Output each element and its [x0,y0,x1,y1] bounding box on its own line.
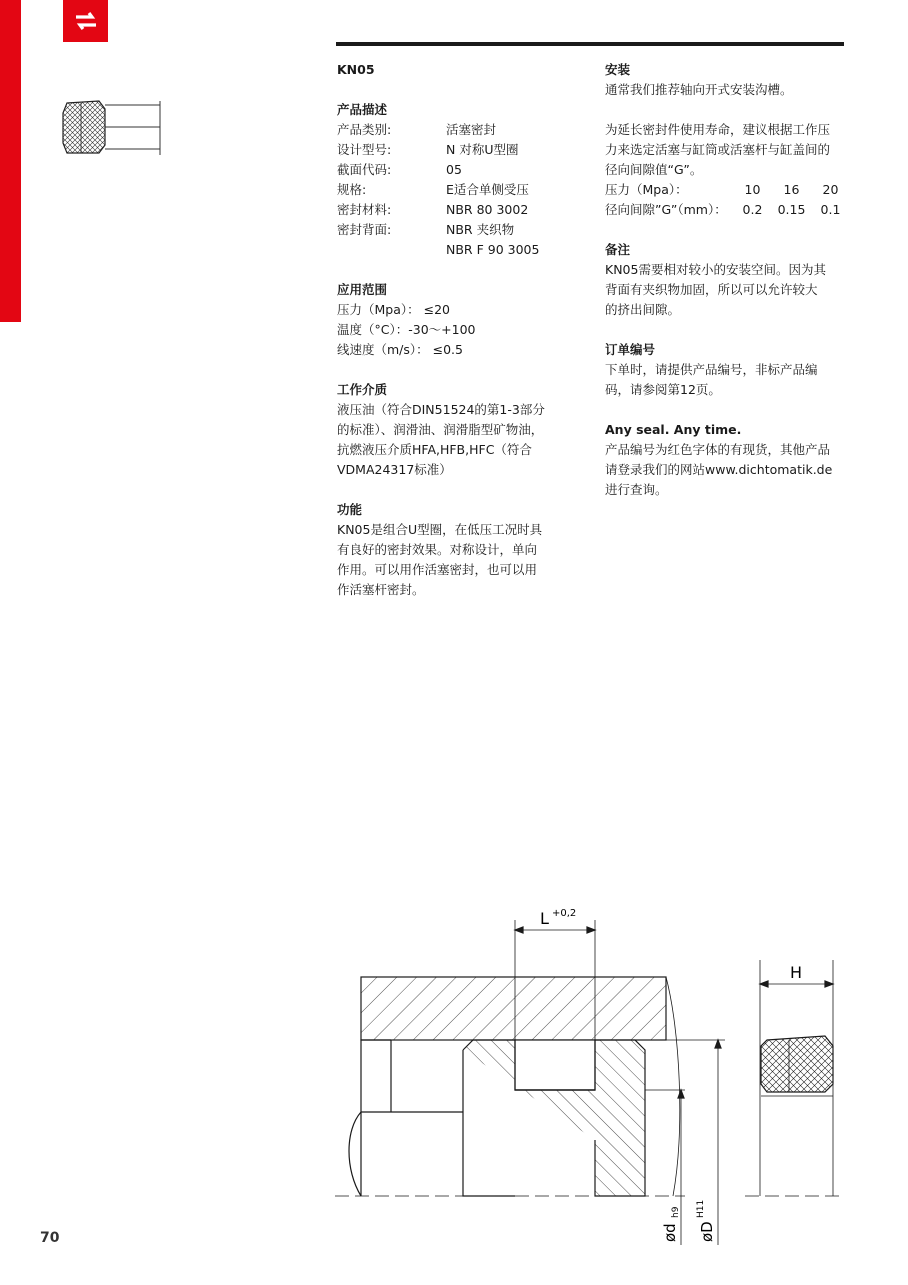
notes-line: 背面有夹织物加固，所以可以允许较大 [605,282,818,297]
media-line: 液压油（符合DIN51524的第1-3部分 [337,402,545,417]
gap-value: 0.2 [742,202,763,217]
application-heading: 应用范围 [337,282,388,297]
spec-value: 活塞密封 [446,122,497,137]
media-line: 的标准）、润滑油、润滑脂型矿物油， [337,422,544,437]
spec-key: 规格: [337,182,367,197]
right-column [605,60,850,500]
function-line: 作用。可以用作活塞密封，也可以用 [337,562,538,577]
spec-value: E适合单侧受压 [446,182,529,197]
notes-line: KN05需要相对较小的安装空间。因为其 [605,262,826,277]
function-line: 作活塞杆密封。 [337,582,425,597]
slogan-line: 产品编号为红色字体的有现货，其他产品 [605,442,831,457]
function-heading: 功能 [337,502,363,517]
function-line: 有良好的密封效果。对称设计，单向 [337,542,538,557]
spec-value: NBR 夹织物 [446,222,515,237]
spec-value: N 对称U型圈 [446,142,519,157]
double-arrow-logo-icon [74,10,98,32]
spec-key: 密封材料: [337,202,392,217]
media-line: 抗燃液压介质HFA,HFB,HFC（符合 [337,442,532,457]
media-heading: 工作介质 [337,382,388,397]
pressure-value: 16 [783,182,800,197]
product-code: KN05 [337,62,375,77]
spec-row [337,180,567,200]
gap-label: 径向间隙”G”（mm）： [605,202,727,217]
application-line: 温度（°C）：-30～+100 [337,322,476,337]
installation-advice [605,120,850,180]
spec-key [337,240,446,260]
description-list [337,120,567,260]
notes-heading: 备注 [605,242,631,257]
left-column [337,60,567,600]
seal-profile-thumbnail [55,95,165,159]
spec-row [337,160,567,180]
pressure-value: 20 [822,182,839,197]
spec-row [337,240,567,260]
ordering-line: 下单时，请提供产品编号，非标产品编 [605,362,818,377]
spec-key: 设计型号: [337,142,392,157]
dimension-H-label: H [790,963,803,982]
spec-key: 产品类别: [337,122,392,137]
gap-value: 0.1 [820,202,841,217]
spec-key: 截面代码: [337,162,392,177]
pressure-value: 10 [744,182,761,197]
dimension-L-tolerance: +0,2 [552,908,577,919]
function-text [337,520,567,600]
spec-row [337,120,567,140]
function-line: KN05是组合U型圈，在低压工况时具 [337,522,543,537]
slogan-line: 进行查询。 [605,482,668,497]
application-line: 线速度（m/s）： ≤0.5 [337,342,463,357]
spec-row [337,200,567,220]
dimension-L-label: L [540,909,549,928]
ordering-text [605,360,850,400]
spec-value: NBR F 90 3005 [446,242,540,257]
spec-key: 密封背面: [337,222,392,237]
dimension-D-tolerance: H11 [696,1199,706,1218]
ordering-heading: 订单编号 [605,342,656,357]
media-line: VDMA24317标准） [337,462,452,477]
installation-text: 通常我们推荐轴向开式安装沟槽。 [605,82,793,97]
brand-side-bar [0,0,21,322]
pressure-label: 压力（Mpa）： [605,182,688,197]
dimension-d-label: ød [661,1223,679,1242]
slogan-heading: Any seal. Any time. [605,422,742,437]
page-number: 70 [40,1230,60,1246]
description-heading: 产品描述 [337,102,388,117]
notes-text [605,260,850,320]
brand-logo [63,0,108,42]
installation-drawing [335,900,845,1245]
application-list [337,300,567,360]
installation-heading: 安装 [605,62,631,77]
installation-line: 径向间隙值“G”。 [605,162,703,177]
installation-line: 力来选定活塞与缸筒或活塞杆与缸盖间的 [605,142,831,157]
spec-row [337,220,567,240]
slogan-line: 请登录我们的网站www.dichtomatik.de [605,462,833,477]
gap-row [605,200,850,220]
header-rule [336,42,844,46]
notes-line: 的挤出间隙。 [605,302,681,317]
installation-line: 为延长密封件使用寿命，建议根据工作压 [605,122,831,137]
gap-value: 0.15 [777,202,806,217]
spec-value: 05 [446,162,462,177]
slogan-text [605,440,850,500]
spec-row [337,140,567,160]
media-text [337,400,567,480]
dimension-D-label: øD [698,1221,716,1242]
dimension-d-tolerance: h9 [671,1206,681,1218]
spec-value: NBR 80 3002 [446,202,529,217]
ordering-line: 码，请参阅第12页。 [605,382,721,397]
application-line: 压力（Mpa）： ≤20 [337,302,450,317]
pressure-row [605,180,850,200]
